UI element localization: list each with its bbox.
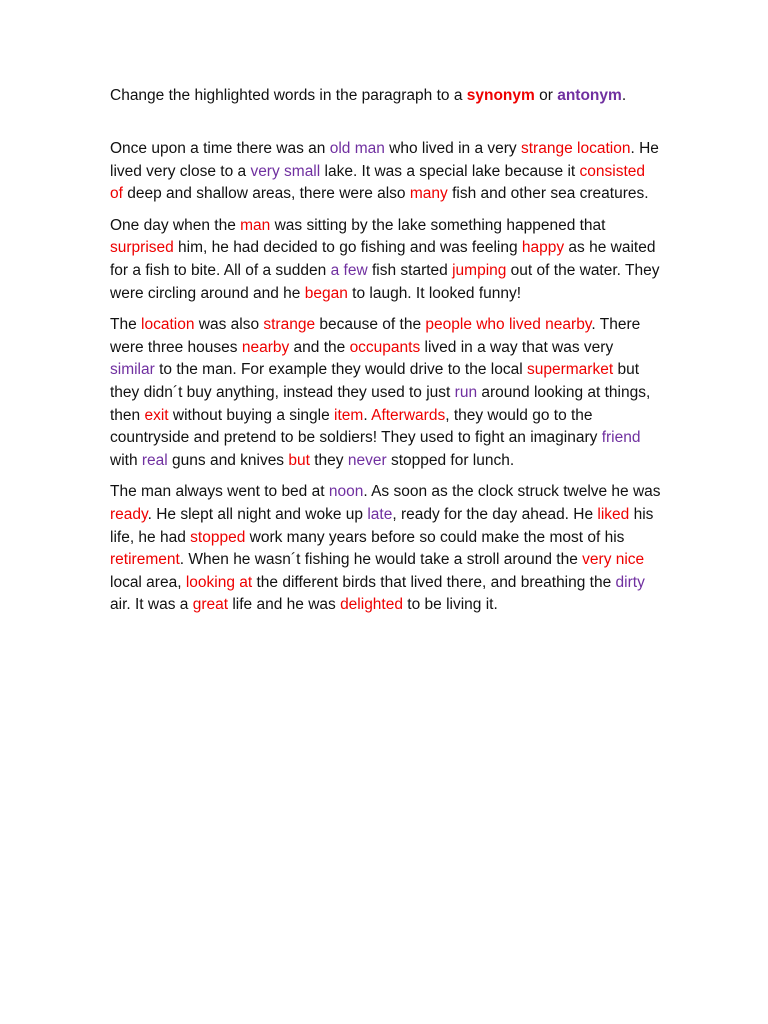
highlight-synonym: happy bbox=[521, 239, 565, 257]
highlight-synonym: strange bbox=[263, 316, 316, 334]
highlight-antonym: late bbox=[367, 505, 393, 523]
paragraph-text: . He slept all night and woke up bbox=[147, 505, 368, 523]
paragraph-text: around looking at things, then bbox=[110, 383, 651, 424]
paragraph-text: to be living it. bbox=[402, 596, 498, 614]
highlight-antonym: similar bbox=[110, 361, 155, 379]
highlight-synonym: liked bbox=[597, 505, 630, 523]
paragraph-text: . bbox=[363, 406, 372, 424]
highlight-synonym: delighted bbox=[340, 596, 403, 614]
paragraph-text: . As soon as the clock struck twelve he was bbox=[363, 483, 661, 501]
highlight-synonym: occupants bbox=[349, 338, 421, 356]
paragraph-text: because of the bbox=[315, 316, 426, 334]
highlight-synonym: stopped bbox=[190, 528, 246, 546]
paragraph-text: without buying a single bbox=[168, 406, 335, 424]
instruction-line bbox=[110, 84, 662, 108]
highlight-synonym: people who lived nearby bbox=[425, 316, 592, 334]
highlight-synonym: great bbox=[192, 596, 229, 614]
highlight-synonym: looking at bbox=[185, 573, 253, 591]
story-paragraph bbox=[110, 314, 662, 472]
story-paragraph bbox=[110, 215, 662, 305]
highlight-antonym: dirty bbox=[615, 573, 645, 591]
story-paragraph bbox=[110, 138, 662, 206]
highlight-synonym: man bbox=[240, 216, 271, 234]
highlight-antonym: very small bbox=[250, 162, 321, 180]
highlight-synonym: strange bbox=[521, 140, 573, 157]
paragraph-text: fish started bbox=[367, 261, 453, 279]
instruction-text: or bbox=[534, 87, 558, 104]
paragraph-text: . When he wasn´t fishing he would take a stroll around the bbox=[179, 551, 583, 569]
paragraph-text: to laugh. It looked funny! bbox=[347, 284, 522, 302]
highlight-antonym: friend bbox=[601, 429, 641, 447]
highlight-antonym: noon bbox=[328, 483, 364, 501]
paragraph-text: local area, bbox=[110, 573, 186, 591]
highlight-synonym: consisted of bbox=[110, 162, 646, 203]
paragraph-text: . There were three houses bbox=[110, 316, 641, 356]
highlight-synonym: item bbox=[334, 406, 364, 424]
paragraph-text: air. It was a bbox=[110, 596, 193, 614]
highlight-antonym: run bbox=[454, 383, 478, 401]
story-paragraph bbox=[110, 481, 662, 617]
paragraph-text: who lived in a very bbox=[384, 140, 521, 157]
document-page bbox=[110, 84, 662, 626]
highlight-synonym: jumping bbox=[452, 261, 507, 279]
instruction-text: Change the highlighted words in the paragraph to a bbox=[110, 87, 467, 104]
paragraph-text: life and he was bbox=[228, 596, 341, 614]
highlight-synonym: location bbox=[577, 140, 631, 157]
paragraph-text: The man always went to bed at bbox=[110, 483, 329, 501]
instruction-text: . bbox=[621, 87, 627, 104]
highlight-antonym: a few bbox=[330, 261, 368, 279]
highlight-synonym: retirement bbox=[110, 551, 180, 569]
highlight-synonym: location bbox=[141, 316, 195, 334]
paragraph-text: deep and shallow areas, there were also bbox=[122, 185, 410, 203]
highlight-synonym: very nice bbox=[582, 551, 645, 569]
paragraph-text: , ready for the day ahead. He bbox=[392, 505, 598, 523]
paragraph-text: as he waited for a fish to bite. All of a sudden bbox=[110, 239, 656, 279]
highlight-antonym: real bbox=[141, 451, 168, 469]
paragraph-text: was sitting by the lake something happened that bbox=[270, 216, 606, 234]
paragraph-text: his life, he had bbox=[110, 505, 654, 546]
paragraph-text: guns and knives bbox=[167, 451, 289, 469]
paragraph-text: , they would go to the countryside and pretend to be soldiers! They used to fight an imaginary bbox=[110, 406, 602, 447]
highlight-synonym: exit bbox=[144, 406, 169, 424]
synonym-keyword: synonym bbox=[466, 87, 535, 104]
highlight-antonym: old man bbox=[329, 140, 385, 157]
antonym-keyword: antonym bbox=[557, 87, 622, 104]
story-body bbox=[110, 138, 662, 617]
highlight-synonym: surprised bbox=[110, 239, 174, 257]
paragraph-text: work many years before so could make the most of his bbox=[245, 528, 625, 546]
paragraph-text: they bbox=[309, 451, 348, 469]
paragraph-text: out of the water. They were circling around and he bbox=[110, 261, 660, 302]
highlight-synonym: began bbox=[304, 284, 348, 302]
paragraph-text: lived in a way that was very bbox=[420, 338, 614, 356]
paragraph-text: to the man. For example they would drive to the local bbox=[154, 361, 527, 379]
paragraph-text: but they didn´t buy anything, instead they used to just bbox=[110, 361, 639, 401]
highlight-synonym: ready bbox=[110, 505, 148, 523]
highlight-synonym: Afterwards bbox=[371, 406, 446, 424]
highlight-synonym: many bbox=[409, 185, 448, 203]
highlight-antonym: never bbox=[347, 451, 387, 469]
highlight-synonym: nearby bbox=[241, 338, 290, 356]
paragraph-text: . He lived very close to a bbox=[110, 140, 659, 180]
paragraph-text: stopped for lunch. bbox=[386, 451, 515, 469]
paragraph-text: The bbox=[110, 316, 142, 334]
paragraph-text: and the bbox=[289, 338, 350, 356]
highlight-synonym: supermarket bbox=[526, 361, 614, 379]
paragraph-text: with bbox=[110, 451, 142, 469]
highlight-synonym: but bbox=[288, 451, 310, 469]
paragraph-text: One day when the bbox=[110, 216, 241, 234]
paragraph-text: Once upon a time there was an bbox=[110, 140, 330, 157]
paragraph-text: him, he had decided to go fishing and was feeling bbox=[173, 239, 522, 257]
paragraph-text: was also bbox=[194, 316, 264, 334]
paragraph-text: the different birds that lived there, and breathing the bbox=[252, 573, 616, 591]
paragraph-text: fish and other sea creatures. bbox=[447, 185, 649, 203]
paragraph-text: lake. It was a special lake because it bbox=[320, 162, 580, 180]
